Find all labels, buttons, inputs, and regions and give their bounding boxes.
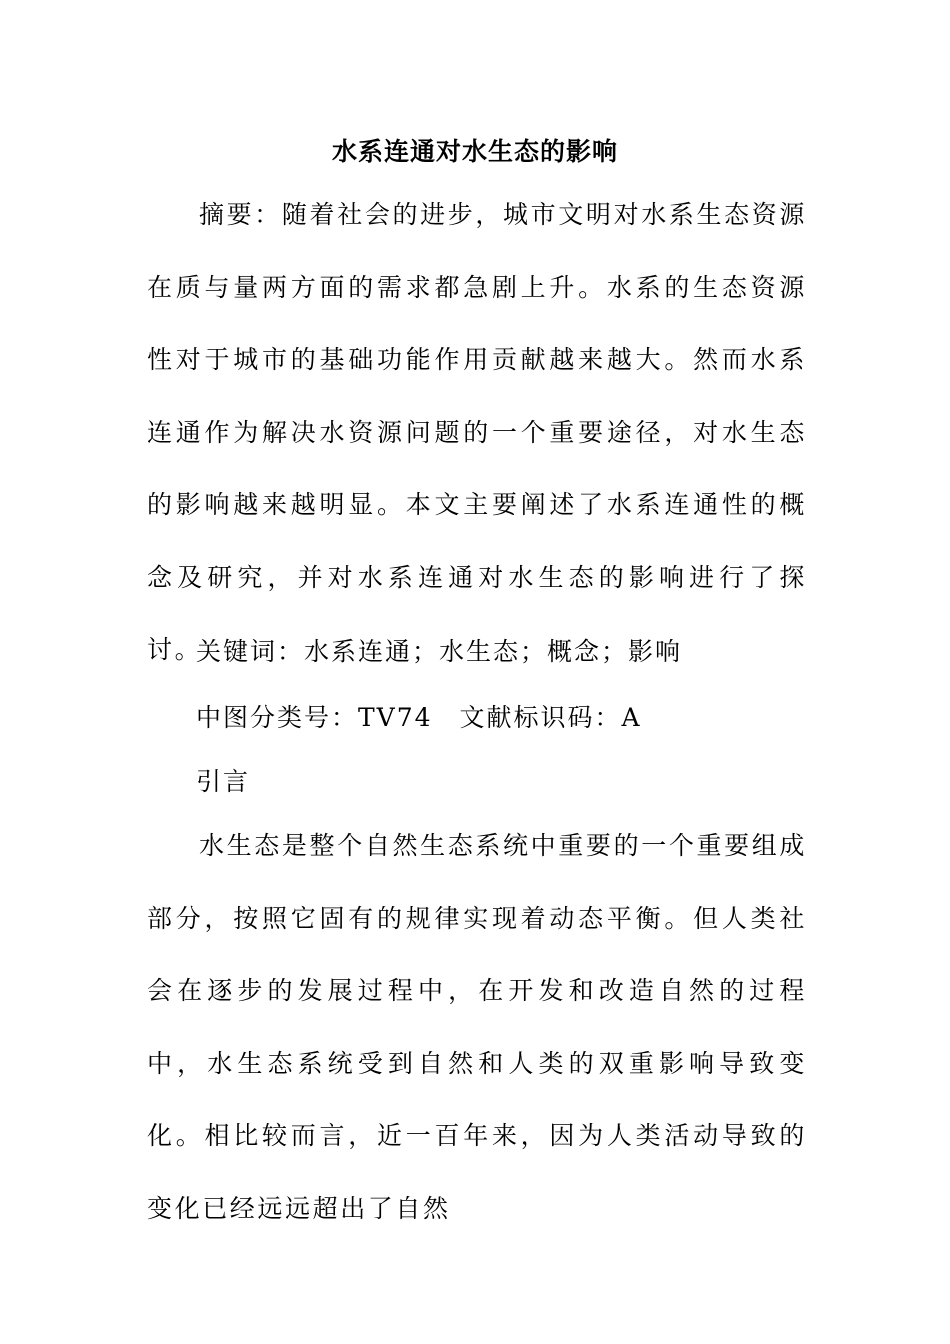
keywords-line: 关键词：水系连通；水生态；概念；影响 [196, 637, 683, 666]
section-heading-introduction: 引言 [196, 767, 251, 796]
classification-line: 中图分类号：TV74 文献标识码：A [196, 703, 642, 732]
document-title: 水系连通对水生态的影响 [331, 137, 618, 166]
introduction-paragraph: 水生态是整个自然生态系统中重要的一个重要组成部分，按照它固有的规律实现着动态平衡。但人类社会在逐步的发展过程中，在开发和改造自然的过程中，水生态系统受到自然和人类的双重影响导致变化。相比较而言，近一百年来，因为人类活动导致的变化已经远远超出了自然 [147, 831, 807, 1223]
abstract-paragraph: 摘要：随着社会的进步，城市文明对水系生态资源在质与量两方面的需求都急剧上升。水系的生态资源性对于城市的基础功能作用贡献越来越大。然而水系连通作为解决水资源问题的一个重要途径，对水生态的影响越来越明显。本文主要阐述了水系连通性的概念及研究，并对水系连通对水生态的影响进行了探讨。 [147, 200, 807, 664]
